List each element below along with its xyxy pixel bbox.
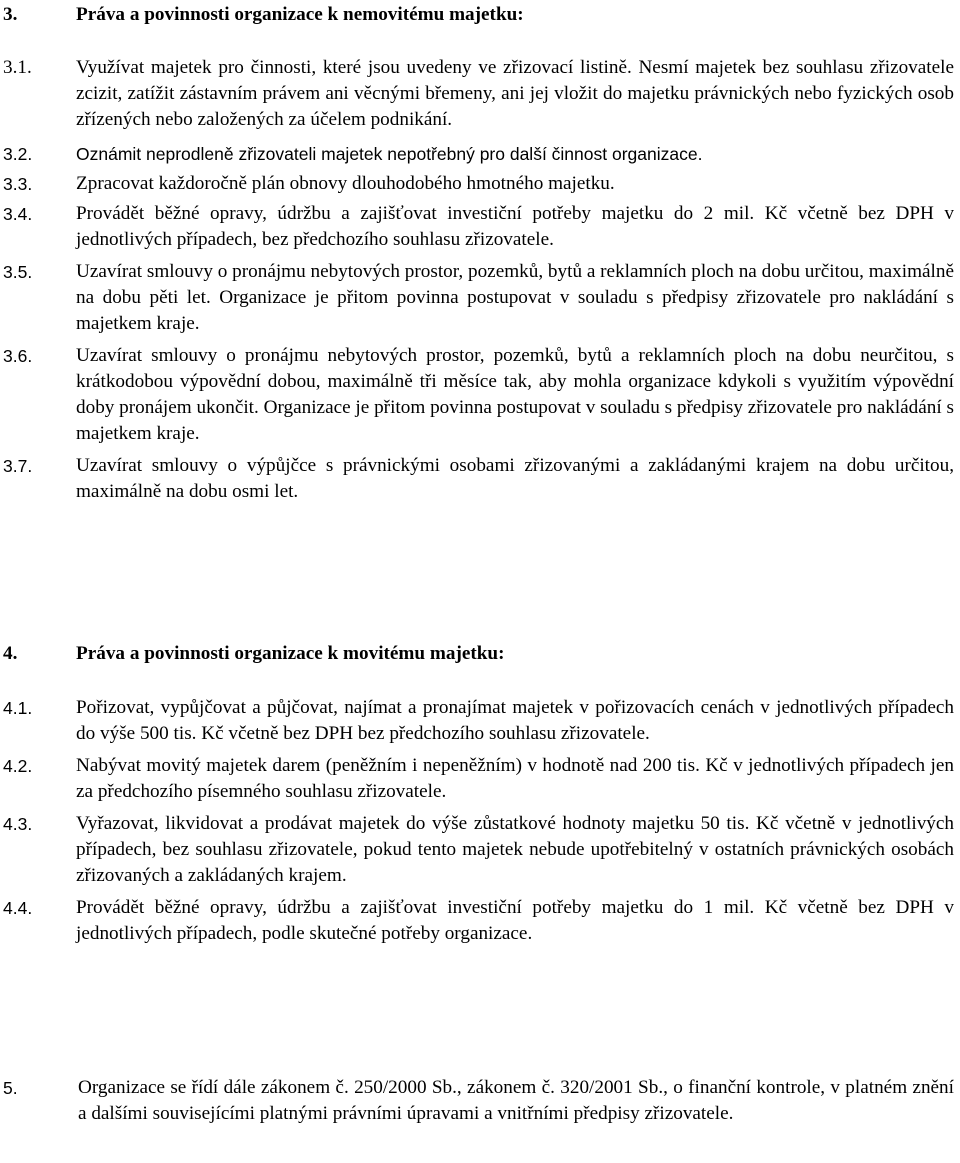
section-3-heading — [0, 2, 960, 32]
item-number: 3.7. — [3, 456, 33, 476]
item-4-1 — [0, 695, 960, 747]
section-5-text: Organizace se řídí dále zákonem č. 250/2000 Sb., zákonem č. 320/2001 Sb., o finanční kontrole, v platném znění a dalšími souvisejícími platnými právními úpravami a vnitřními předpisy zřizovatele. — [78, 1077, 954, 1124]
item-number: 3.6. — [3, 346, 33, 366]
item-number: 3.4. — [3, 204, 33, 224]
item-text: Zpracovat každoročně plán obnovy dlouhodobého hmotného majetku. — [76, 173, 615, 194]
item-number: 4.1. — [3, 698, 33, 718]
section-3 — [0, 2, 960, 505]
section-3-title: Práva a povinnosti organizace k nemovitému majetku: — [76, 4, 524, 25]
item-text: Provádět běžné opravy, údržbu a zajišťovat investiční potřeby majetku do 1 mil. Kč včetně bez DPH v jednotlivých případech, podle skutečné potřeby organizace. — [76, 897, 954, 944]
item-number: 3.3. — [3, 174, 33, 194]
section-4 — [0, 641, 960, 947]
item-number: 3.5. — [3, 262, 33, 282]
item-number: 3.1. — [3, 57, 32, 78]
item-text: Nabývat movitý majetek darem (peněžním i nepeněžním) v hodnotě nad 200 tis. Kč v jednotlivých případech jen za předchozího písemného souhlasu zřizovatele. — [76, 755, 954, 802]
item-number: 4.3. — [3, 814, 33, 834]
item-text: Využívat majetek pro činnosti, které jsou uvedeny ve zřizovací listině. Nesmí majetek bez souhlasu zřizovatele zcizit, zatížit zástavním právem ani věcnými břemeny, ani jej vložit do majetku právnických nebo fyzických osob zřízených nebo založených za účelem podnikání. — [76, 57, 954, 130]
item-3-7 — [0, 453, 960, 505]
item-3-2 — [0, 141, 960, 167]
item-4-4 — [0, 895, 960, 947]
section-4-number: 4. — [3, 643, 18, 664]
section-4-title: Práva a povinnosti organizace k movitému majetku: — [76, 643, 505, 664]
item-number: 4.2. — [3, 756, 33, 776]
item-text: Uzavírat smlouvy o pronájmu nebytových prostor, pozemků, bytů a reklamních ploch na dobu neurčitou, s krátkodobou výpovědní dobou, maximálně tři měsíce tak, aby mohla organizace kdykoli s využitím výpovědní doby pronájem ukončit. Organizace je přitom povinna postupovat v souladu s předpisy zřizovatele pro nakládání s majetkem kraje. — [76, 345, 954, 444]
item-3-6 — [0, 343, 960, 447]
section-5 — [0, 1075, 960, 1127]
section-3-number: 3. — [3, 4, 18, 25]
item-text: Oznámit neprodleně zřizovateli majetek nepotřebný pro další činnost organizace. — [76, 144, 703, 164]
item-3-4 — [0, 201, 960, 253]
item-number: 4.4. — [3, 898, 33, 918]
item-4-3 — [0, 811, 960, 889]
item-text: Uzavírat smlouvy o pronájmu nebytových prostor, pozemků, bytů a reklamních ploch na dobu určitou, maximálně na dobu pěti let. Organizace je přitom povinna postupovat v souladu s předpisy zřizovatele pro nakládání s majetkem kraje. — [76, 261, 954, 334]
item-3-1 — [0, 55, 960, 133]
item-3-5 — [0, 259, 960, 337]
item-3-3 — [0, 171, 960, 197]
item-text: Vyřazovat, likvidovat a prodávat majetek do výše zůstatkové hodnoty majetku 50 tis. Kč včetně v jednotlivých případech, bez souhlasu zřizovatele, pokud tento majetek nebude upotřebitelný v ostatních právnických osobách zřizovaných a zakládaných krajem. — [76, 813, 954, 886]
item-text: Pořizovat, vypůjčovat a půjčovat, najímat a pronajímat majetek v pořizovacích cenách v jednotlivých případech do výše 500 tis. Kč včetně bez DPH bez předchozího souhlasu zřizovatele. — [76, 697, 954, 744]
item-4-2 — [0, 753, 960, 805]
section-4-heading — [0, 641, 960, 671]
section-5-number: 5. — [3, 1078, 18, 1098]
item-text: Uzavírat smlouvy o výpůjčce s právnickými osobami zřizovanými a zakládanými krajem na dobu určitou, maximálně na dobu osmi let. — [76, 455, 954, 502]
item-text: Provádět běžné opravy, údržbu a zajišťovat investiční potřeby majetku do 2 mil. Kč včetně bez DPH v jednotlivých případech, bez předchozího souhlasu zřizovatele. — [76, 203, 954, 250]
item-number: 3.2. — [3, 144, 33, 164]
